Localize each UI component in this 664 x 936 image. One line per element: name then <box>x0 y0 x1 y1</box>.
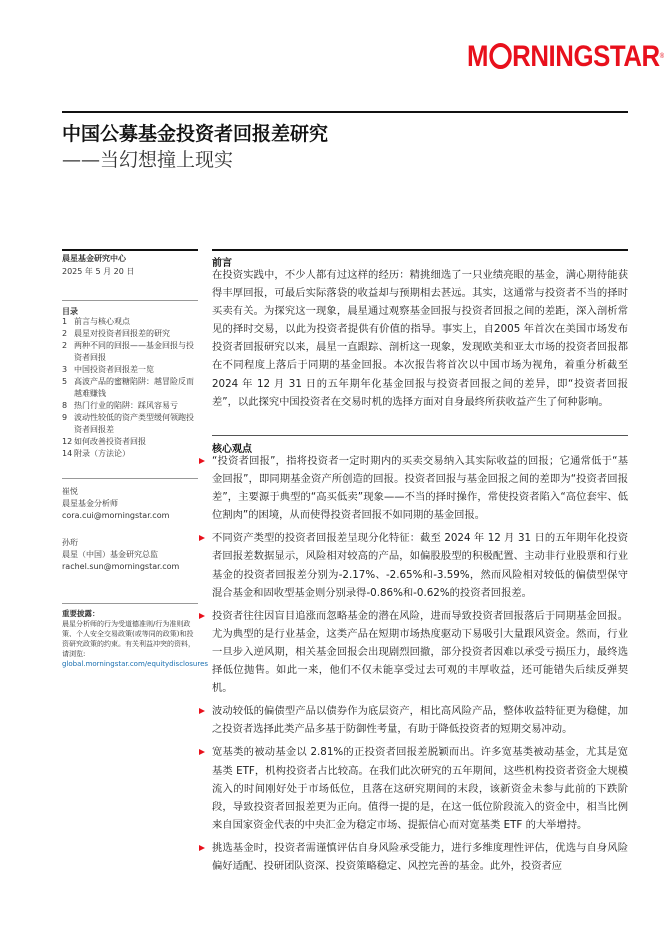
core-point-text: “投资者回报”，指将投资者一定时期内的买卖交易纳入其实际收益的回报；它通常低于“基金回报”，即同期基金资产所创造的回报。投资者回报与基金回报之间的差即为“投资者回报差”，主要源于典型的“高买低卖”现象——不当的择时操作，常使投资者陷入“高位套牢、低位割肉”的困境，从而使得投资者回报不如同期的基金回报。 <box>212 455 628 522</box>
sidebar-top-rule <box>62 249 198 251</box>
toc-item-label: 前言与核心观点 <box>74 317 130 326</box>
core-point <box>212 743 628 833</box>
bullet-arrow-icon <box>199 458 205 464</box>
preface-rule <box>212 249 628 251</box>
bullet-arrow-icon <box>199 749 205 755</box>
toc-page-number: 12 <box>62 437 73 446</box>
toc-item-label: 热门行业的陷阱：踩风容易亏 <box>74 401 178 410</box>
bullet-arrow-icon <box>199 708 205 714</box>
org-name: 晨星基金研究中心 <box>62 254 126 263</box>
report-date: 2025 年 5 月 20 日 <box>62 267 135 276</box>
toc-item[interactable] <box>62 328 198 340</box>
toc-title: 目录 <box>62 307 78 316</box>
core-point-text: 不同资产类型的投资者回报差呈现分化特征：截至 2024 年 12 月 31 日的五年期年化投资者回报差数据显示，风险相对较高的产品，如偏股股型的积极配置、主动非行业股票和行业基金的投资者回报差分别为-2.17%、-2.65%和-3.59%，然而风险相对较低的偏债型保守混合基金和固收型基金则分别录得-0.86%和-0.62%的投资者回报差。 <box>212 532 628 599</box>
toc-page-number: 2 <box>62 341 68 350</box>
core-point <box>212 839 628 875</box>
toc-item-label: 两种不同的回报——基金回报与投资者回报 <box>74 341 194 362</box>
bullet-arrow-icon <box>199 845 205 851</box>
toc-page-number: 14 <box>62 449 73 458</box>
toc-item[interactable] <box>62 400 198 412</box>
author-rule <box>62 478 198 479</box>
disclosure-block <box>62 609 209 669</box>
toc-item[interactable] <box>62 364 198 376</box>
author-card <box>62 486 198 522</box>
core-point-text: 宽基类的被动基金以 2.81%的正投资者回报差脱颖而出。许多宽基类被动基金，尤其是宽基类 ETF，机构投资者占比较高。在我们此次研究的五年期间，这些机构投资者资金大规模流入的时间刚好处于市场低位，且落在这研究期间的末段，该新资金未参与此前的下跌阶段，导致投资者回报差更为正向。值得一提的是，在这一低位阶段流入的资金中，相当比例来自国家资金代表的中央汇金为稳定市场、提振信心而对宽基类 ETF 的大举增持。 <box>212 746 628 831</box>
core-point <box>212 607 628 697</box>
core-heading: 核心观点 <box>212 444 252 455</box>
disclosure-text: 晨星分析师的行为受道德准则/行为准则政策、个人安全交易政策(或等同的政策)和投资研究政策的约束。有关利益冲突的资料，请浏览: <box>62 620 195 658</box>
bullet-arrow-icon <box>199 535 205 541</box>
core-point-text: 挑选基金时，投资者需谨慎评估自身风险承受能力，进行多维度理性评估，优选与自身风险偏好适配、投研团队资深、投资策略稳定、风控完善的基金。此外，投资者应 <box>212 841 628 872</box>
core-point-text: 投资者往往因盲目追涨而忽略基金的潜在风险，进而导致投资者回报落后于同期基金回报。尤为典型的是行业基金，这类产品在短期市场热度驱动下易吸引大量跟风资金。然而，行业一旦步入逆风期，相关基金回报会出现剧烈回撤，部分投资者因难以承受亏损压力，最终选择低位抛售。如此一来，他们不仅未能享受过去可观的丰厚收益，还可能错失后续反弹契机。 <box>212 609 628 695</box>
toc-item[interactable] <box>62 412 198 436</box>
toc-page-number: 9 <box>62 413 68 422</box>
report-subtitle: ——当幻想撞上现实 <box>62 149 234 171</box>
morningstar-logo <box>467 40 664 74</box>
toc-page-number: 1 <box>62 317 68 326</box>
core-point <box>212 529 628 601</box>
preface-heading: 前言 <box>212 258 232 269</box>
author-email[interactable]: cora.cui@morningstar.com <box>62 511 170 520</box>
author-role: 晨星（中国）基金研究总监 <box>62 550 158 559</box>
core-point-text: 波动较低的偏债型产品以债券作为底层资产，相比高风险产品，整体收益特征更为稳健，加之投资者选择此类产品多基于防御性考量，有助于降低投资者的短期交易冲动。 <box>212 705 628 736</box>
toc-item[interactable] <box>62 436 198 448</box>
logo-ring-icon <box>489 43 511 69</box>
author-name: 崔悦 <box>62 487 78 496</box>
report-title: 中国公募基金投资者回报差研究 <box>62 123 329 145</box>
logo-text-end: RNINGSTAR <box>512 40 660 73</box>
bullet-arrow-icon <box>199 613 205 619</box>
toc-item-label: 附录（方法论） <box>74 449 130 458</box>
toc-rule <box>62 300 198 301</box>
toc-item-label: 如何改善投资者回报 <box>74 437 146 446</box>
author-name: 孙珩 <box>62 538 78 547</box>
toc-page-number: 8 <box>62 401 68 410</box>
core-points-list <box>212 452 628 880</box>
disclosure-title: 重要披露： <box>62 609 100 618</box>
title-rule <box>62 111 628 113</box>
disclosure-link[interactable]: global.morningstar.com/equitydisclosures <box>62 660 209 668</box>
toc-page-number: 2 <box>62 329 68 338</box>
toc-item[interactable] <box>62 340 198 364</box>
table-of-contents <box>62 316 198 460</box>
toc-item[interactable] <box>62 448 198 460</box>
core-rule <box>212 435 628 436</box>
author-card <box>62 537 198 573</box>
registered-mark: ® <box>659 53 664 60</box>
author-role: 晨星基金分析师 <box>62 499 118 508</box>
logo-text-start: M <box>467 40 489 73</box>
disclosure-rule <box>62 603 198 604</box>
toc-item[interactable] <box>62 316 198 328</box>
toc-page-number: 3 <box>62 365 68 374</box>
core-point <box>212 702 628 738</box>
toc-item-label: 晨星对投资者回报差的研究 <box>74 329 170 338</box>
toc-item[interactable] <box>62 376 198 400</box>
toc-item-label: 高波产品的蜜糖陷阱：越冒险反而越难赚钱 <box>74 377 194 398</box>
core-point <box>212 452 628 524</box>
preface-paragraph: 在投资实践中，不少人都有过这样的经历：精挑细选了一只业绩亮眼的基金，满心期待能获得丰厚回报，可最后实际落袋的收益却与预期相去甚远。其实，这通常与投资者不当的择时买卖有关。为探究这一现象，晨星通过观察基金回报与投资者回报之间的差距，深入剖析常见的择时交易，以此为投资者提供有价值的指导。事实上，自2005 年首次在美国市场发布投资者回报研究以来，晨星一直跟踪、剖析这一现象，发现欧美和亚太市场的投资者回报都在不同程度上落后于同期的基金回报。本次报告将首次以中国市场为视角，着重分析截至 2024 年 12 月 31 日的五年期年化基金回报与投资者回报之间的差异，即“投资者回报差”，以此探究中国投资者在交易时机的选择方面对自身最终所获收益产生了何种影响。 <box>212 269 628 408</box>
toc-item-label: 波动性较低的资产类型缓何领跑投资者回报差 <box>74 413 194 434</box>
author-email[interactable]: rachel.sun@morningstar.com <box>62 562 180 571</box>
toc-item-label: 中国投资者回报差一览 <box>74 365 154 374</box>
toc-page-number: 5 <box>62 377 68 386</box>
